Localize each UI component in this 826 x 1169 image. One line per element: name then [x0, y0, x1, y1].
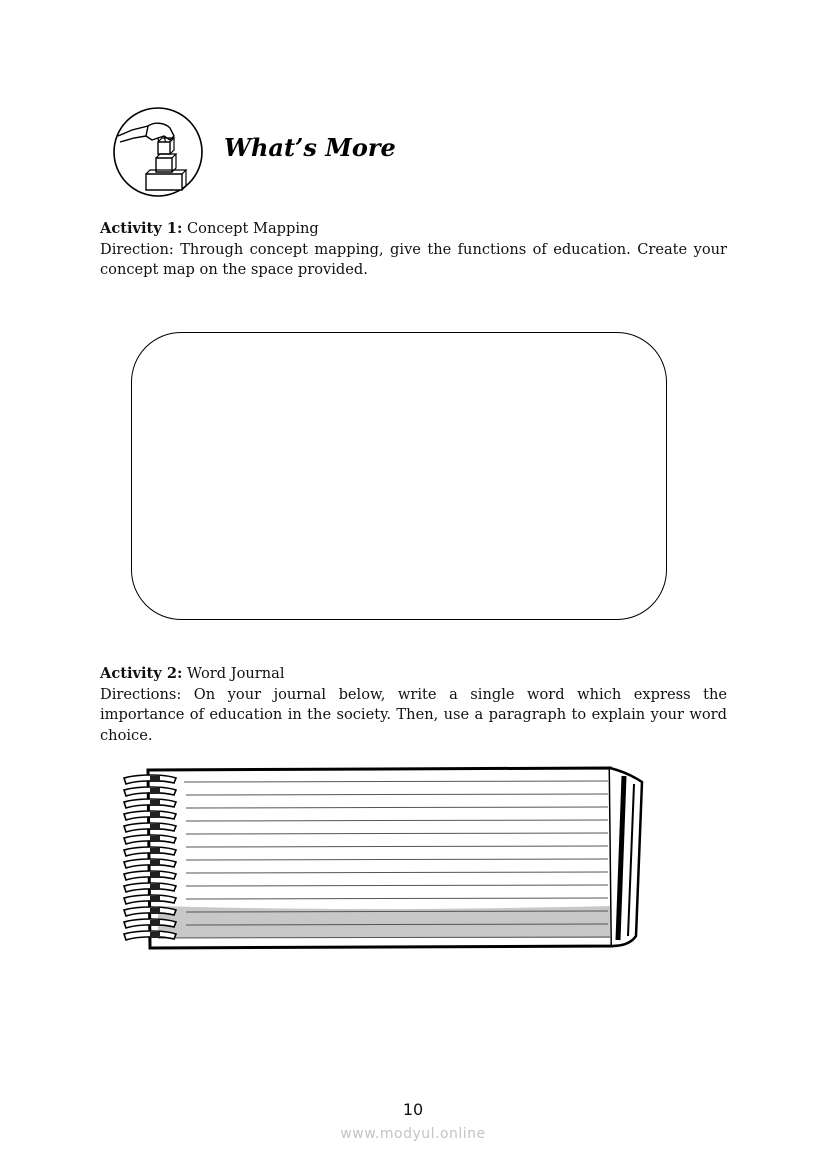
concept-map-answer-box[interactable] [131, 332, 667, 620]
activity-2-heading [100, 664, 727, 685]
activity-2-name: Word Journal [182, 665, 285, 682]
activity-1-direction: Direction: Through concept mapping, give the functions of education. Create your concept map on the space provided. [100, 240, 727, 278]
hand-stacking-blocks-icon [112, 106, 204, 198]
spiral-notebook-icon[interactable] [118, 760, 658, 956]
activity-1-label: Activity 1: [100, 220, 183, 237]
activity-2-label: Activity 2: [100, 665, 183, 682]
activity-2-direction: Directions: On your journal below, write a single word which express the importance of education in the society. Then, use a paragraph to explain your word choice. [100, 685, 727, 744]
page-number: 10 [402, 1100, 424, 1119]
activity-1-name: Concept Mapping [182, 220, 319, 237]
activity-2 [100, 664, 727, 746]
section-title: What’s More [224, 133, 396, 162]
activity-1-heading [100, 219, 727, 240]
watermark: www.modyul.online [340, 1126, 486, 1142]
activity-1 [100, 219, 727, 281]
